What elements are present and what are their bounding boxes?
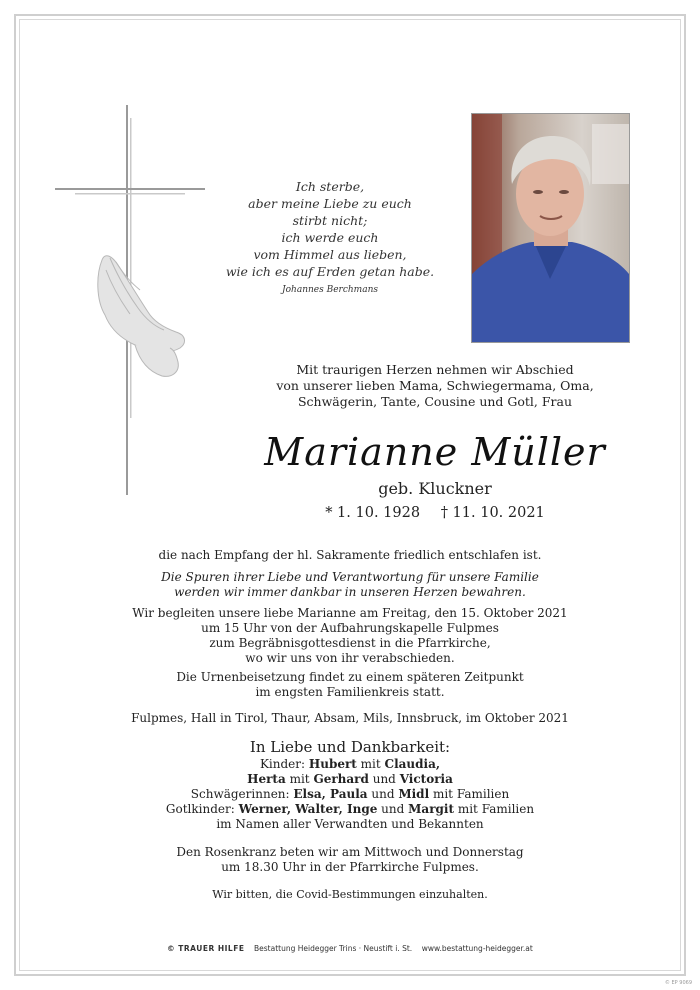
quote-line: ich werde euch [281, 230, 379, 245]
farewell-text [110, 606, 590, 666]
thanks-heading: In Liebe und Dankbarkeit: [249, 738, 451, 756]
memorial-line: Die Spuren ihrer Liebe und Verantwortung für unsere Familie [161, 570, 539, 584]
urn-line: im engsten Familienkreis statt. [255, 685, 445, 699]
label-siblings: Schwägerinnen: [190, 787, 290, 801]
covid-text: Wir bitten, die Covid-Bestimmungen einzuhalten. [212, 888, 488, 901]
label-children: Kinder: [259, 757, 306, 771]
name-margit: Margit [408, 802, 455, 816]
names-godchildren: Werner, Walter, Inge [238, 802, 378, 816]
family-block [110, 738, 590, 832]
quote-line: Ich sterbe, [295, 179, 365, 194]
intro-line: Mit traurigen Herzen nehmen wir Abschied [296, 362, 574, 377]
quote-line: vom Himmel aus lieben, [253, 247, 407, 262]
deceased-name: Marianne Müller [264, 430, 606, 474]
portrait-photo [471, 113, 630, 343]
memorial-text [110, 570, 590, 600]
quote-author: Johannes Berchmans [282, 285, 378, 295]
word-and: und [381, 802, 405, 816]
quote-line: wie ich es auf Erden getan habe. [225, 264, 435, 279]
family-line-children [110, 757, 590, 772]
quote-line: stirbt nicht; [292, 213, 368, 228]
intro-line: Schwägerin, Tante, Cousine und Gotl, Frau [297, 394, 573, 409]
intro-text [240, 362, 630, 410]
death-date: † 11. 10. 2021 [440, 505, 545, 521]
family-line-siblings [110, 787, 590, 802]
footer [40, 944, 660, 953]
rosary-line: um 18.30 Uhr in der Pfarrkirche Fulpmes. [221, 860, 479, 874]
memorial-line: werden wir immer dankbar in unseren Herzen bewahren. [174, 585, 526, 599]
rosary-line: Den Rosenkranz beten wir am Mittwoch und Donnerstag [176, 845, 524, 859]
quote-line: aber meine Liebe zu euch [248, 196, 412, 211]
urn-text [110, 670, 590, 700]
footer-company: Bestattung Heidegger Trins · Neustift i. St. [254, 944, 413, 953]
footer-brand: © TRAUER HILFE [167, 944, 245, 953]
farewell-line: zum Begräbnisgottesdienst in die Pfarrkirche, [209, 636, 491, 650]
name-victoria: Victoria [399, 772, 453, 786]
label-godchildren: Gotlkinder: [165, 802, 235, 816]
name-hubert: Hubert [308, 757, 357, 771]
family-line-godchildren [110, 802, 590, 817]
document-code: © EP 9069 [664, 980, 692, 986]
intro-line: von unserer lieben Mama, Schwiegermama, Oma, [276, 378, 594, 393]
word-and: und [372, 772, 396, 786]
places-text: Fulpmes, Hall in Tirol, Thaur, Absam, Mils, Innsbruck, im Oktober 2021 [131, 711, 569, 725]
word-with: mit [289, 772, 310, 786]
life-dates [240, 505, 630, 521]
urn-line: Die Urnenbeisetzung findet zu einem späteren Zeitpunkt [176, 670, 524, 684]
word-with: mit [360, 757, 381, 771]
family-line-herta [110, 772, 590, 787]
birth-date: * 1. 10. 1928 [325, 505, 421, 521]
name-claudia: Claudia, [384, 757, 441, 771]
with-families: mit Familien [457, 802, 535, 816]
quote-block [215, 178, 445, 299]
birth-name: geb. Kluckner [378, 479, 492, 498]
farewell-line: wo wir uns von ihr verabschieden. [245, 651, 455, 665]
name-midl: Midl [398, 787, 430, 801]
name-herta: Herta [247, 772, 286, 786]
relatives-line: im Namen aller Verwandten und Bekannten [216, 817, 484, 831]
name-gerhard: Gerhard [313, 772, 369, 786]
sacraments-text: die nach Empfang der hl. Sakramente friedlich entschlafen ist. [158, 548, 542, 562]
with-families: mit Familien [432, 787, 510, 801]
farewell-line: um 15 Uhr von der Aufbahrungskapelle Fulpmes [201, 621, 499, 635]
rosary-text [110, 845, 590, 875]
farewell-line: Wir begleiten unsere liebe Marianne am Freitag, den 15. Oktober 2021 [132, 606, 568, 620]
name-elsa-paula: Elsa, Paula [293, 787, 368, 801]
footer-website[interactable]: www.bestattung-heidegger.at [421, 944, 533, 953]
cross-with-praying-hands-icon [50, 100, 210, 500]
word-and: und [371, 787, 395, 801]
